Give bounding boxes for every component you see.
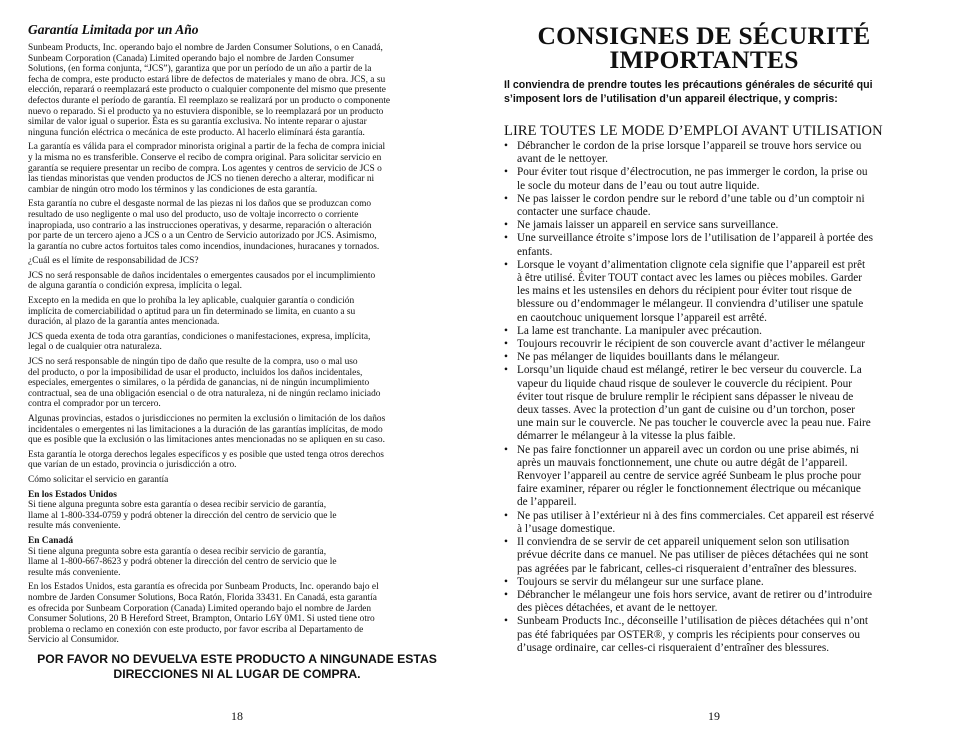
bullet-line: contacter une surface chaude. [517,206,651,219]
bullet-icon: • [504,140,508,152]
paragraph-line: En los Estados Unidos [28,489,117,500]
bullet-icon: • [504,166,508,179]
bullet-line: Il conviendra de se servir de cet appareil uniquement selon son utilisation [517,536,850,549]
warranty-paragraph [28,357,446,410]
bullet-line: le socle du moteur dans de l’eau ou tout autre liquide. [517,179,760,192]
paragraph-line: Esta garantía no cubre el desgaste normal de las piezas ni los daños que se produzcan como [28,199,372,210]
bullet-line: vapeur du liquide chaud risque de soulever le couvercle du récipient. Pour [517,377,853,390]
bullet-line: prévue décrite dans ce manuel. Ne pas utiliser de pièces détachées qui ne sont [517,549,869,562]
bullet-line: blessure ou d’endommager le mélangeur. Il conviendra d’utiliser une spatule [517,298,864,311]
paragraph-line: Solutions, (en forma conjunta, “JCS”), garantiza que por un período de un año a partir de la [28,64,372,75]
bullet-icon: • [504,258,508,271]
safety-bullet-item [504,166,929,192]
bullet-line: Renvoyer l’appareil au centre de service agréé Sunbeam le plus proche pour [517,470,862,483]
bullet-icon: • [504,219,508,232]
warranty-paragraph [28,536,446,578]
paragraph-line: contra el comprador por un tercero. [28,399,161,410]
bullet-icon: • [504,232,508,245]
paragraph-line: Si tiene alguna pregunta sobre esta garantía o desea recibir servicio de garantía, [28,546,327,557]
warranty-paragraph [28,199,446,252]
bullet-line: Toujours se servir du mélangeur sur une surface plane. [517,575,764,588]
paragraph-line: que es posible que la exclusión o las limitaciones antes mencionadas no se apliquen en su caso. [28,435,385,446]
bullet-line: enfants. [517,245,553,258]
bullet-icon: • [504,338,508,351]
bullet-icon: • [504,509,508,522]
paragraph-line: JCS queda exenta de toda otra garantías, condiciones o manifestaciones, expresa, implícita, [28,331,371,342]
paragraph-line: incidentales o emergentes ni las limitaciones a la duración de las garantías implícitas, de modo [28,424,383,435]
bullet-icon: • [504,351,508,364]
bullet-line: en caoutchouc uniquement lorsque l’appareil est arrêté. [517,311,767,324]
bullet-line: Ne pas utiliser à l’extérieur ni à des fins commerciales. Cet appareil est réservé [517,509,874,522]
paragraph-line: similar de valor igual o superior. Ésta es su garantía exclusiva. No intente reparar o ajustar [28,117,367,128]
bullet-line: à être utilisé. Éviter TOUT contact avec les lames ou pièces mobiles. Garder [517,272,863,285]
paragraph-line: resulte más conveniente. [28,567,121,578]
bullet-icon: • [504,588,508,601]
warranty-paragraph [28,296,446,328]
paragraph-line: cambiar de ningún otro modo los términos y las condiciones de esta garantía. [28,184,318,195]
paragraph-line: contractual, sea de una obligación esencial o de otra naturaleza, ni de ningún reclamo iniciado [28,388,381,399]
right-page-french [477,0,954,750]
warranty-paragraph [28,475,446,486]
paragraph-line: Si tiene alguna pregunta sobre esta garantía o desea recibir servicio de garantía, [28,500,327,511]
paragraph-line: implícita de comerciabilidad o aptitud para un fin determinado se limita, en cuanto a su [28,306,356,317]
paragraph-line: elección, reparará o reemplazará este producto o cualquier componente del mismo que presente [28,85,386,96]
bullet-icon: • [504,364,508,377]
bullet-line: de l’appareil. [517,496,577,509]
safety-bullet-item [504,219,929,232]
bullet-line: pas été fabriquées par OSTER®, y compris les récipients pour conserves ou [517,628,860,641]
safety-bullet-item [504,589,929,615]
paragraph-line: de alguna garantía o condición expresa, implícita o legal. [28,281,242,292]
bullet-line: Ne jamais laisser un appareil en service sans surveillance. [517,219,779,232]
bullet-line: Lorsqu’un liquide chaud est mélangé, retirer le bec verseur du couvercle. La [517,364,862,377]
warranty-paragraph [28,582,446,646]
paragraph-line: resulte más conveniente. [28,521,121,532]
paragraph-line: que varían de un estado, provincia o jurisdicción a otro. [28,460,237,471]
page-number-right: 19 [708,709,720,723]
safety-bullet-item [504,232,929,258]
paragraph-line: las tiendas minoristas que venden productos de JCS no tienen derecho a alterar, modificar ni [28,174,375,185]
paragraph-line: ninguna función eléctrica o mecánica de este producto. Al hacerlo elimínará ésta garantía. [28,127,365,138]
bullet-line: Ne pas laisser le cordon pendre sur le rebord d’une table ou d’un comptoir ni [517,192,865,205]
read-instructions-heading: LIRE TOUTES LE MODE D’EMPLOI AVANT UTILISATION [504,123,883,139]
bullet-line: Ne pas faire fonctionner un appareil avec un cordon ou une prise abimés, ni [517,443,859,456]
paragraph-line: ¿Cuál es el límite de responsabilidad de JCS? [28,256,199,267]
bullet-icon: • [504,192,508,205]
paragraph-line: En los Estados Unidos, esta garantía es ofrecida por Sunbeam Products, Inc. operando bajo el [28,582,379,593]
paragraph-line: nuevo o reparado. Si el producto ya no estuviera disponible, se lo reemplazará por un producto [28,106,384,117]
bullet-line: avant de le nettoyer. [517,153,608,166]
safety-bullet-item [504,351,929,364]
bullet-line: deux tasses. Avec la protection d’un gant de cuisine ou d’un torchon, poser [517,404,855,417]
notice-line: POR FAVOR NO DEVUELVA ESTE PRODUCTO A NINGUNA [37,652,377,666]
paragraph-line: fecha de compra, este producto estará libre de defectos de materiales y mano de obra. JCS, a su [28,74,386,85]
bullet-line: d’usage ordinaire, car celles-ci risqueraient d’entraîner des blessures. [517,641,830,654]
warranty-paragraph [28,332,446,353]
paragraph-line: En Canadá [28,535,74,546]
bullet-line: des pièces détachées, et avant de le nettoyer. [517,602,718,615]
paragraph-line: JCS no será responsable de daños incidentales o emergentes causados por el incumplimiento [28,270,376,281]
bullet-line: faire examiner, réparer ou régler le fonctionnement électrique ou mécanique [517,483,861,496]
warranty-title: Garantía Limitada por un Año [28,22,199,37]
warranty-paragraph [28,414,446,446]
paragraph-line: defectos durante el período de garantía. El reemplazo se realizará por un producto o componente [28,95,391,106]
paragraph-line: especiales, emergentes o similares, o la pérdida de ganancias, ni de ningún incumplimiento [28,378,370,389]
return-notice [28,652,446,681]
safety-bullet-list [504,140,929,655]
bullet-line: pas agréées par le fabricant, celles-ci risqueraient d’entraîner des blessures. [517,562,857,575]
bullet-line: éviter tout risque de brulure remplir le récipient sans dépasser le niveau de [517,390,854,403]
bullet-icon: • [504,443,508,456]
bullet-line: La lame est tranchante. La manipuler avec précaution. [517,324,762,337]
bullet-line: Sunbeam Products Inc., déconseille l’utilisation de pièces détachées qui n’ont [517,615,869,628]
paragraph-line: inapropiada, uso contrario a las instrucciones operativas, y desarme, reparación o alteración [28,220,372,231]
warranty-paragraph [28,271,446,292]
paragraph-line: nombre de Jarden Consumer Solutions, Boca Ratón, Florida 33431. En Canadá, esta garantía [28,592,377,603]
paragraph-line: la garantía no cubre actos fortuitos tales como incendios, inundaciones, huracanes y tornados. [28,241,380,252]
paragraph-line: Consumer Solutions, 20 B Hereford Street, Brampton, Ontario L6Y 0M1. Si usted tiene otro [28,614,375,625]
warranty-paragraph [28,490,446,532]
bullet-line: Ne pas mélanger de liquides bouillants dans le mélangeur. [517,351,780,364]
safety-bullet-item [504,510,929,536]
bullet-line: à l’usage domestique. [517,522,616,535]
bullet-line: après un mauvais fonctionnement, une chute ou autre dégât de l’appareil. [517,456,848,469]
paragraph-line: llame al 1-800-334-0759 y podrá obtener la dirección del centro de servicio que le [28,510,337,521]
safety-bullet-item [504,325,929,338]
paragraph-line: duración, al plazo de la garantía antes mencionada. [28,317,220,328]
warranty-paragraph [28,142,446,195]
bullet-icon: • [504,536,508,549]
bullet-line: les mains et les ustensiles en dehors du récipient pour éviter tout risque de [517,285,852,298]
bullet-line: Une surveillance étroite s’impose lors de l’utilisation de l’appareil à portée des [517,232,874,245]
safety-bullet-item [504,140,929,166]
title-line: CONSIGNES DE SÉCURITÉ [537,21,871,50]
paragraph-line: La garantía es válida para el comprador minorista original a partir de la fecha de compra inicial [28,142,386,153]
bullet-line: une main sur le couvercle. Ne pas toucher le couvercle avec la peau nue. Faire [517,417,871,430]
paragraph-line: es ofrecida por Sunbeam Corporation (Canada) Limited operando bajo el nombre de Jarden [28,603,372,614]
bullet-line: Toujours recouvrir le récipient de son couvercle avant d’activer le mélangeur [517,338,866,351]
warranty-paragraph [28,256,446,267]
paragraph-line: JCS no será responsable de ningún tipo de daño que resulte de la compra, uso o mal uso [28,357,358,368]
bullet-line: démarrer le mélangeur à la vitesse la plus faible. [517,430,736,443]
safety-bullet-item [504,536,929,576]
paragraph-line: Cómo solicitar el servicio en garantía [28,474,169,485]
page-number-left: 18 [231,709,243,723]
paragraph-line: Algunas provincias, estados o jurisdicciones no permiten la exclusión o limitación de los daños [28,414,386,424]
safety-bullet-item [504,193,929,219]
notice-line: DE ESTAS DIRECCIONES NI AL LUGAR DE COMPRA. [113,652,437,681]
bullet-line: Débrancher le cordon de la prise lorsque l’appareil se trouve hors service ou [517,140,862,152]
paragraph-line: llame al 1-800-667-8623 y podrá obtener la dirección del centro de servicio que le [28,557,337,568]
bullet-line: Lorsque le voyant d’alimentation clignote cela signifie que l’appareil est prêt [517,258,866,271]
paragraph-line: garantía se requiere presentar un recibo de compra. Los agentes y centros de servicio de JCS o [28,163,382,174]
safety-bullet-item [504,364,929,443]
intro-line: Il conviendra de prendre toutes les précautions générales de sécurité qui [504,79,873,91]
paragraph-line: problema o reclamo en conexión con este producto, por favor escriba al Departamento de [28,624,364,635]
safety-title [504,21,904,74]
warranty-body [28,43,446,646]
bullet-icon: • [504,575,508,588]
paragraph-line: por parte de un tercero ajeno a JCS o a un Centro de Servicio autorizado por JCS. Asimismo, [28,231,377,242]
warranty-paragraph [28,450,446,471]
paragraph-line: resultado de uso negligente o mal uso del producto, uso de voltaje incorrecto o corriente [28,209,359,220]
paragraph-line: Servicio al Consumidor. [28,635,119,646]
paragraph-line: Sunbeam Corporation (Canada) Limited operando bajo el nombre de Jarden Consumer [28,53,354,64]
paragraph-line: Sunbeam Products, Inc. operando bajo el nombre de Jarden Consumer Solutions, o en Canadá, [28,43,383,53]
bullet-icon: • [504,615,508,628]
safety-bullet-item [504,259,929,325]
safety-bullet-item [504,444,929,510]
paragraph-line: del producto, o por la imposibilidad de usar el producto, incluidos los daños incidentales, [28,367,363,378]
bullet-icon: • [504,324,508,337]
bullet-line: Débrancher le mélangeur une fois hors service, avant de retirer ou d’introduire [517,588,873,601]
paragraph-line: Excepto en la medida en que lo prohíba la ley aplicable, cualquier garantía o condición [28,296,355,307]
safety-bullet-item [504,576,929,589]
safety-bullet-item [504,615,929,655]
safety-bullet-item [504,338,929,351]
paragraph-line: y la misma no es transferible. Conserve el recibo de compra original. Para solicitar servicio en [28,152,382,163]
paragraph-line: legal o de cualquier otra naturaleza. [28,342,162,353]
warranty-paragraph [28,43,446,138]
title-line: IMPORTANTES [609,45,799,74]
intro-line: s’imposent lors de l’utilisation d’un appareil électrique, y compris: [504,93,838,105]
bullet-line: Pour éviter tout risque d’électrocution, ne pas immerger le cordon, la prise ou [517,166,868,179]
paragraph-line: Esta garantía le otorga derechos legales específicos y es posible que usted tenga otros derechos [28,449,384,460]
safety-intro [504,78,924,106]
